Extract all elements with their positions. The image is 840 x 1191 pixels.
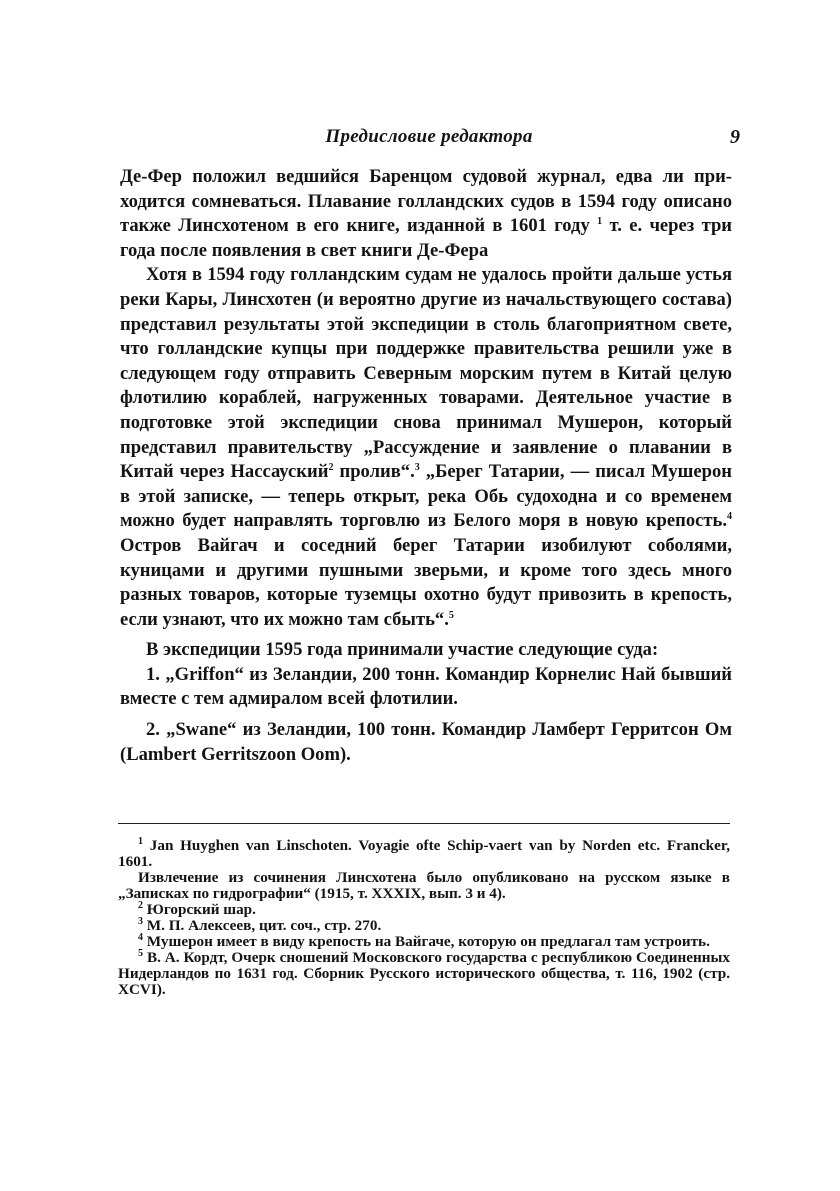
footnote [118, 915, 730, 934]
paragraph-text: Де-Фер положил ведшийся Баренцом судовой журнал, едва ли приходится сомневаться. Плавание голландских судов в 1594 году описано также Линсхотеном в его книге, изданной в 1601 году [120, 166, 732, 237]
footnote [118, 870, 730, 902]
footnote-text: В. А. Кордт, Очерк сношений Московского государства с республикою Соединенных Нидерландов по 1631 год. Сборник Русского исторического общества, т. 116, 1902 (стр. XCVI). [118, 949, 730, 998]
paragraph-text: Хотя в 1594 году голландским судам не удалось пройти дальше устья реки Кары, Линсхотен (и вероятно другие из начальствующего состава) представил результаты этой экспедиции в столь благоприятном свете, что голландские купцы при поддержке правительства решили уже в следующем году отправить Северным морским путем в Китай целую флотилию кораблей, нагруженных товарами. Деятельное участие в подготовке этой экспедиции снова принимал Мушерон, который представил правительству „Рассуждение и заявление о плавании в Китай через Нассауский [120, 264, 732, 483]
footnote-divider [118, 823, 730, 824]
paragraph-continued [120, 165, 732, 263]
paragraph-ships-intro: В экспедиции 1595 года принимали участие следующие суда: [146, 639, 659, 661]
footnote-ref: 5 [448, 609, 454, 621]
footnote-ref: 2 [328, 461, 334, 473]
main-text [120, 165, 732, 767]
footnote-ref: 3 [414, 461, 420, 473]
footnote-text: Извлечение из сочинения Линсхотена было опубликовано на русском языке в „Записках по гидрографии“ (1915, т. XXXIX, вып. 3 и 4). [118, 869, 730, 902]
footnote [118, 931, 730, 950]
paragraph-text: т. е. через три года после появления в свет книги Де-Фера [120, 215, 733, 261]
footnote [118, 835, 731, 870]
footnote-mark: 5 [138, 947, 143, 959]
footnote-ref: 4 [727, 511, 732, 523]
footnote [118, 947, 730, 998]
paragraph-expedition-1595 [120, 263, 732, 632]
ship-item-swane: 2. „Swane“ из Зеландии, 100 тонн. Командир Ламберт Герритсон Ом (Lambert Gerritszoon Oom). [120, 719, 732, 765]
paragraph-text: пролив“. [339, 461, 415, 483]
ship-item-griffon: 1. „Griffon“ из Зеландии, 200 тонн. Командир Корнелис Най бывший вместе с тем адмиралом всей флотилии. [120, 663, 732, 710]
footnote-mark: 1 [138, 835, 143, 847]
footnote-ref: 1 [597, 216, 603, 227]
running-title: Предисловие редактора [325, 126, 533, 147]
footnote-text: Jan Huyghen van Linschoten. Voyagie ofte Schip-vaert van by Norden etc. Francker, 1601. [118, 837, 731, 870]
paragraph-text: „Берег Татарии, — писал Мушерон в этой записке, — теперь открыт, река Обь судоходна и со временем можно будет направлять торговлю из Белого моря в новую крепость. [120, 461, 732, 532]
page-number: 9 [730, 126, 740, 148]
footnote-text: Мушерон имеет в виду крепость на Вайгаче, которую он предлагал там устроить. [146, 933, 710, 950]
footnote-text: М. П. Алексеев, цит. соч., стр. 270. [146, 917, 382, 934]
footnote-mark: 4 [138, 931, 143, 943]
footnote-text: Югорский шар. [146, 901, 256, 918]
running-head [118, 126, 740, 156]
footnotes [118, 835, 731, 998]
footnote-mark: 2 [138, 899, 143, 911]
footnote-mark: 3 [138, 915, 143, 927]
paragraph-text: Остров Вайгач и соседний берег Татарии изобилуют соболями, куницами и другими пушными зверьми, и кроме того здесь много разных товаров, которые туземцы охотно будут привозить в крепость, если узнают, что их можно там сбыть“. [120, 534, 732, 630]
footnote [118, 899, 730, 918]
